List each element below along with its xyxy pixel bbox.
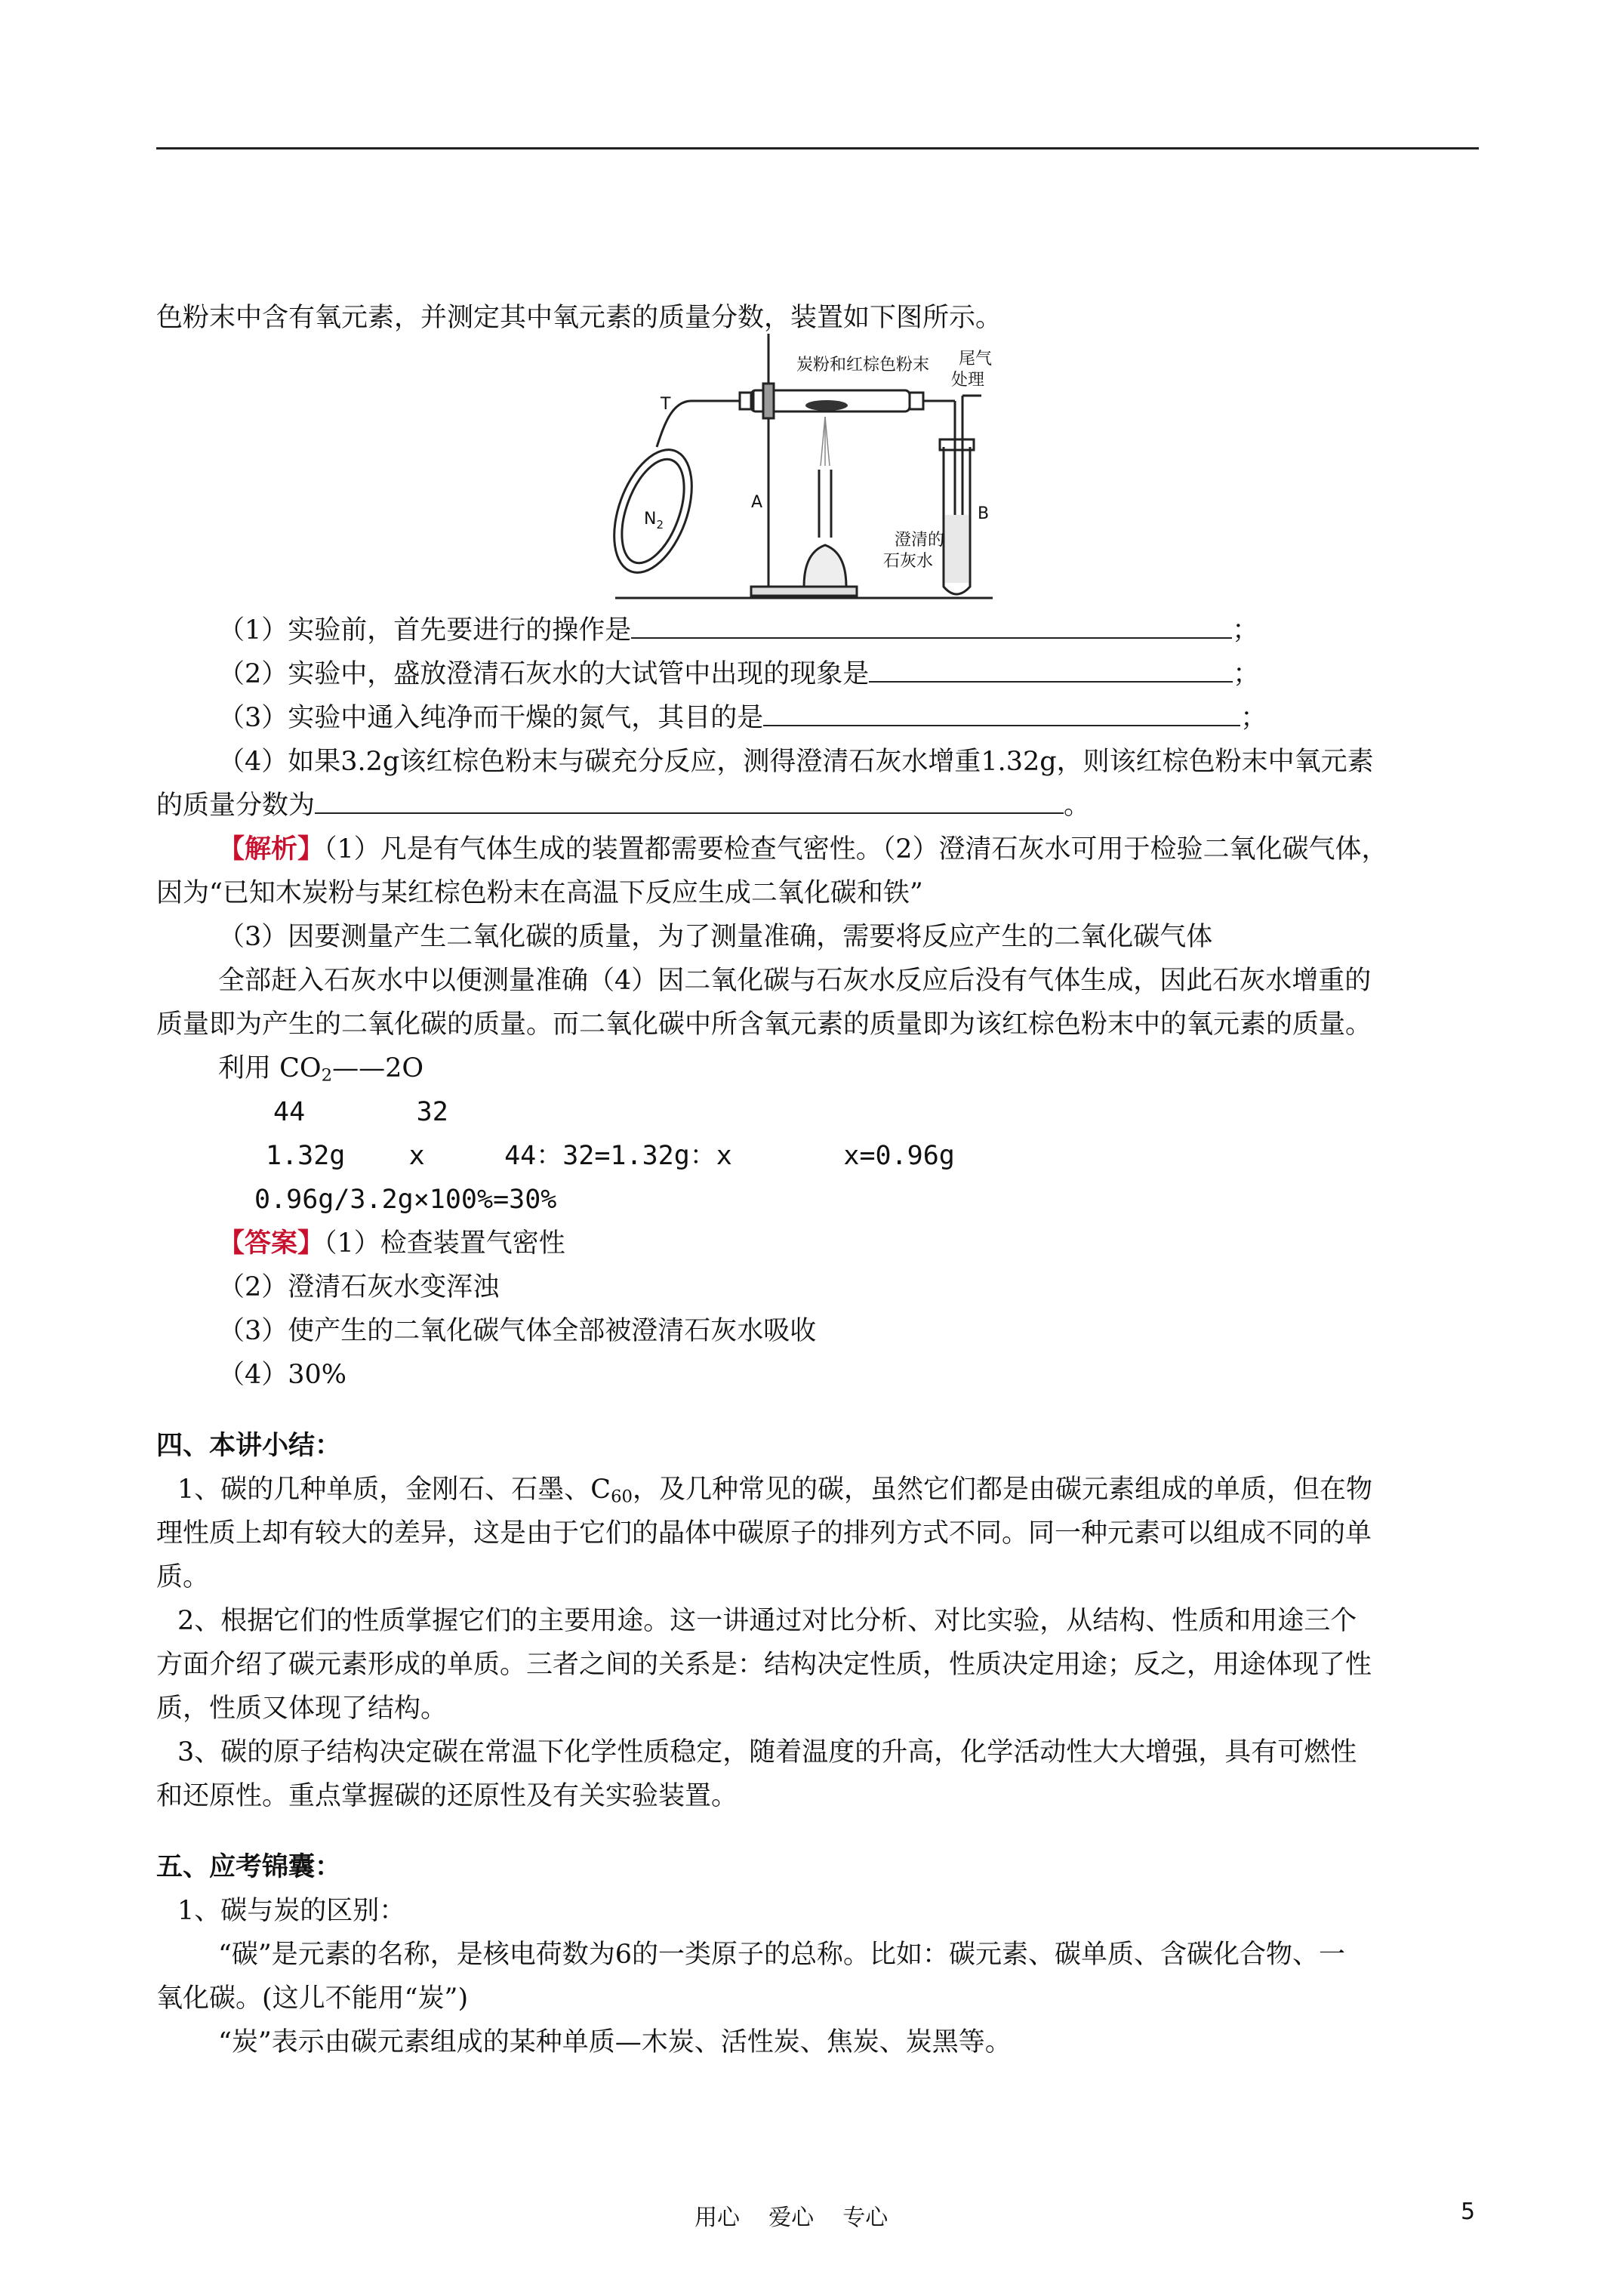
footer-slogan: 用心 爱心 专心 bbox=[694, 2205, 888, 2231]
tips-text-2: 氧化碳。(这儿不能用“炭”) bbox=[156, 1983, 469, 2014]
answer-tag: 【答案】 bbox=[218, 1228, 325, 1259]
answer-blank-4[interactable] bbox=[315, 785, 1064, 814]
summary-heading: 四、本讲小结： bbox=[156, 1430, 342, 1461]
analysis-line-3: （3）因要测量产生二氧化碳的质量，为了测量准确，需要将反应产生的二氧化碳气体 bbox=[218, 922, 1213, 952]
label-T: T bbox=[661, 395, 671, 414]
label-N2: $N_2$ bbox=[644, 510, 664, 532]
question-3: （3）实验中通入纯净而干燥的氮气，其目的是 ； bbox=[156, 696, 1541, 740]
analysis-line-8: 1.32g x 44：32=1.32g：x x=0.96g bbox=[266, 1141, 955, 1171]
question-4-line-2: 的质量分数为 。 bbox=[156, 784, 1479, 827]
label-exhaust: 尾气 bbox=[959, 350, 993, 368]
tips-text-3: “炭”表示由碳元素组成的某种单质—木炭、活性炭、焦炭、炭黑等。 bbox=[218, 2027, 1012, 2057]
answer-line-2: （2）澄清石灰水变浑浊 bbox=[218, 1272, 500, 1302]
label-limewater-2: 石灰水 bbox=[883, 552, 934, 571]
summary-p1-line-1: 1、碳的几种单质，金刚石、石墨、$C_{60}$，及几种常见的碳，虽然它们都是由碳元素组成的单质，但在物 bbox=[177, 1475, 1373, 1507]
header-rule bbox=[156, 147, 1479, 149]
analysis-line-5: 质量即为产生的二氧化碳的质量。而二氧化碳中所含氧元素的质量即为该红棕色粉末中的氧元素的质量。 bbox=[156, 1009, 1372, 1040]
summary-p2-line-2: 方面介绍了碳元素形成的单质。三者之间的关系是：结构决定性质，性质决定用途；反之，用途体现了性 bbox=[156, 1650, 1372, 1680]
analysis-line-1: 【解析】（1）凡是有气体生成的装置都需要检查气密性。（2）澄清石灰水可用于检验二氧化碳气体， bbox=[218, 834, 1388, 864]
answer-line-1: 【答案】（1）检查装置气密性 bbox=[218, 1228, 565, 1259]
apparatus-figure bbox=[600, 326, 993, 609]
summary-p1-line-2: 理性质上却有较大的差异，这是由于它们的晶体中碳原子的排列方式不同。同一种元素可以组成不同的单 bbox=[156, 1518, 1372, 1549]
question-1: （1）实验前，首先要进行的操作是 ； bbox=[156, 609, 1541, 652]
summary-p2-line-3: 质，性质又体现了结构。 bbox=[156, 1693, 448, 1724]
question-2: （2）实验中，盛放澄清石灰水的大试管中出现的现象是 ； bbox=[156, 652, 1541, 696]
analysis-line-9: 0.96g/3.2g×100%=30% bbox=[254, 1185, 557, 1215]
analysis-line-7: 44 32 bbox=[273, 1097, 448, 1127]
tips-heading: 五、应考锦囊： bbox=[156, 1851, 342, 1882]
summary-p3-line-2: 和还原性。重点掌握碳的还原性及有关实验装置。 bbox=[156, 1781, 738, 1811]
answer-blank-2[interactable] bbox=[869, 654, 1233, 683]
label-A: A bbox=[751, 493, 763, 512]
label-B: B bbox=[978, 504, 990, 523]
page-number: 5 bbox=[1461, 2199, 1476, 2225]
summary-p3-line-1: 3、碳的原子结构决定碳在常温下化学性质稳定，随着温度的升高，化学活动性大大增强，具有可燃性 bbox=[177, 1737, 1357, 1767]
analysis-tag: 【解析】 bbox=[218, 834, 325, 864]
answer-blank-1[interactable] bbox=[631, 610, 1232, 639]
answer-blank-3[interactable] bbox=[763, 698, 1240, 726]
summary-p1-line-3: 质。 bbox=[156, 1562, 210, 1592]
tips-text-1: “碳”是元素的名称，是核电荷数为6的一类原子的总称。比如：碳元素、碳单质、含碳化合物、一 bbox=[218, 1940, 1346, 1970]
answer-line-4: （4）30% bbox=[218, 1360, 347, 1390]
analysis-line-6: 利用 $CO_2——2O$ bbox=[218, 1053, 424, 1086]
label-limewater-1: 澄清的 bbox=[895, 531, 945, 550]
analysis-line-4: 全部赶入石灰水中以便测量准确（4）因二氧化碳与石灰水反应后没有气体生成，因此石灰水增重的 bbox=[218, 966, 1372, 996]
question-4-line-1: （4）如果3.2g该红棕色粉末与碳充分反应，测得澄清石灰水增重1.32g，则该红棕色粉末中氧元素 bbox=[218, 747, 1374, 777]
intro-text: 色粉末中含有氧元素，并测定其中氧元素的质量分数，装置如下图所示。 bbox=[156, 303, 1002, 333]
answer-line-3: （3）使产生的二氧化碳气体全部被澄清石灰水吸收 bbox=[218, 1316, 817, 1346]
summary-p2-line-1: 2、根据它们的性质掌握它们的主要用途。这一讲通过对比分析、对比实验，从结构、性质和用途三个 bbox=[177, 1606, 1357, 1636]
label-powder: 炭粉和红棕色粉末 bbox=[796, 356, 930, 374]
analysis-line-2: 因为“已知木炭粉与某红棕色粉末在高温下反应生成二氧化碳和铁” bbox=[156, 878, 923, 908]
tips-item-1: 1、碳与炭的区别： bbox=[177, 1896, 406, 1926]
label-exhaust-2: 处理 bbox=[951, 371, 985, 390]
